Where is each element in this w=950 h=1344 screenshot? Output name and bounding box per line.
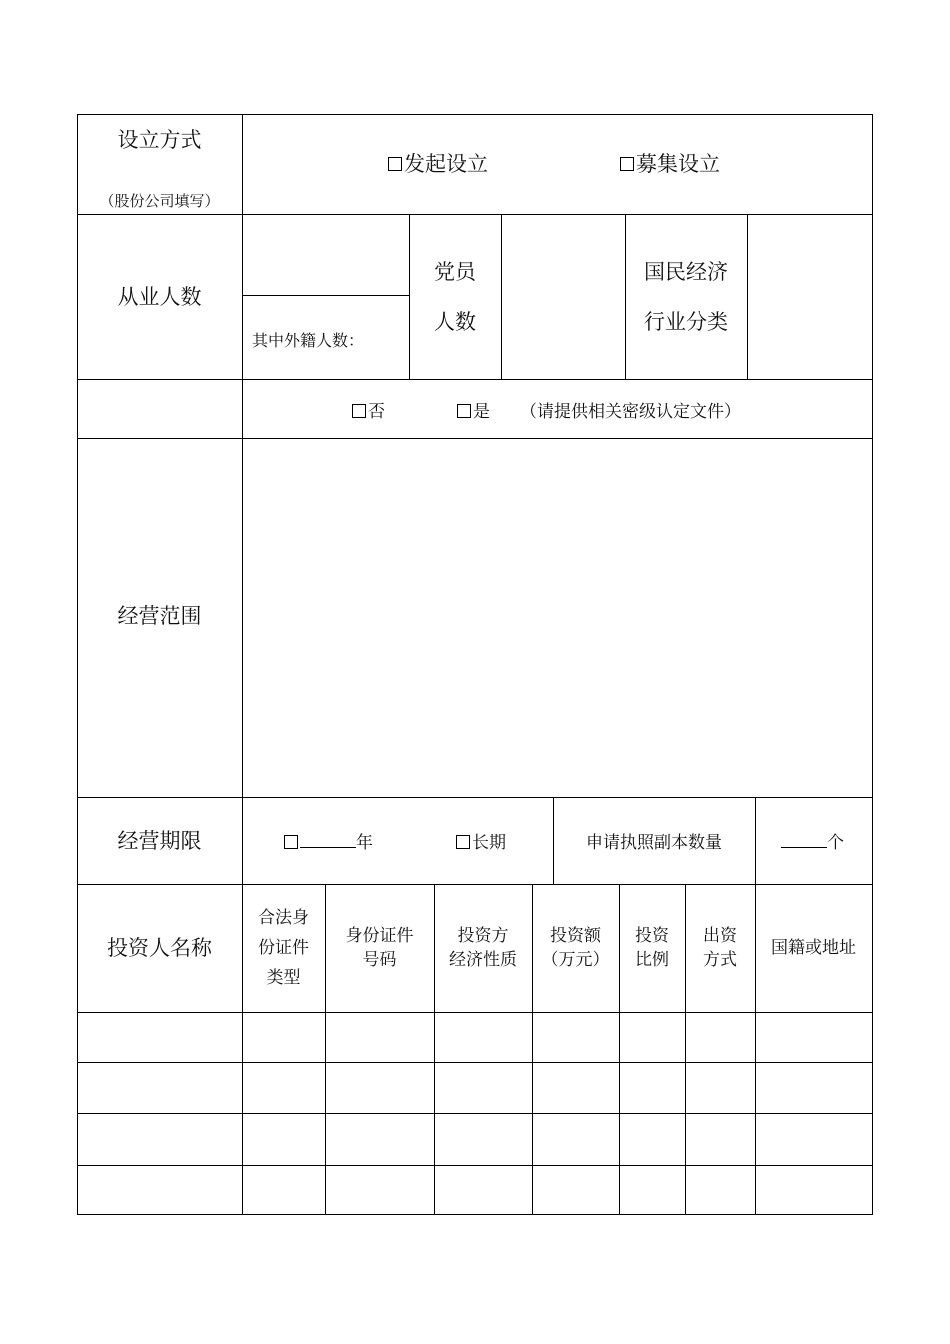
year-unit: 年 [356, 833, 373, 853]
staff-col-divider-4 [747, 214, 748, 380]
copies-count[interactable] [781, 828, 844, 853]
investor-name-header: 投资人名称 [107, 936, 212, 960]
id-type-header: 合法身 份证件 类型 [258, 908, 309, 988]
row-divider-3 [77, 438, 873, 439]
staff-subdivider [242, 295, 409, 296]
term-years-blank[interactable] [300, 833, 356, 848]
secret-no-label: 否 [368, 402, 385, 422]
term-long[interactable] [456, 828, 506, 853]
option-secret-no[interactable] [352, 397, 385, 422]
investor-row[interactable] [78, 1063, 872, 1113]
industry-label-2: 行业分类 [644, 310, 728, 334]
term-col-divider-2 [755, 797, 756, 885]
table-border-right [872, 114, 873, 1215]
investment-amount-header: 投资额 （万元） [541, 926, 610, 970]
table-border-bottom [77, 1214, 873, 1215]
secret-yes-checkbox[interactable] [457, 404, 471, 418]
secret-no-checkbox[interactable] [352, 404, 366, 418]
offering-checkbox[interactable] [620, 157, 634, 171]
option-offering[interactable] [620, 148, 720, 178]
establishment-label: 设立方式 [117, 128, 202, 152]
term-label: 经营期限 [117, 829, 202, 853]
secret-yes-label: 是 [473, 402, 490, 422]
copies-unit: 个 [827, 833, 844, 853]
row-divider-4 [77, 797, 873, 798]
scope-value-field[interactable] [248, 445, 866, 790]
term-long-label: 长期 [472, 833, 506, 853]
option-secret-yes[interactable] [457, 397, 490, 422]
contribution-method-header: 出资 方式 [703, 926, 737, 970]
promoter-checkbox[interactable] [388, 157, 402, 171]
investment-ratio-header: 投资 比例 [635, 926, 669, 970]
table-border-top [77, 114, 873, 115]
scope-label: 经营范围 [117, 604, 202, 628]
offering-label: 募集设立 [636, 152, 720, 176]
row-divider-2 [77, 379, 873, 380]
promoter-label: 发起设立 [404, 152, 488, 176]
copies-blank[interactable] [781, 833, 827, 848]
term-years[interactable] [284, 828, 373, 853]
investor-row[interactable] [78, 1013, 872, 1062]
investor-nature-header: 投资方 经济性质 [449, 926, 517, 970]
staff-col-divider-1 [409, 214, 410, 380]
staff-col-divider-2 [501, 214, 502, 380]
establishment-note: （股份公司填写） [99, 192, 220, 210]
term-years-checkbox[interactable] [284, 835, 298, 849]
staff-col-divider-3 [625, 214, 626, 380]
nationality-address-header: 国籍或地址 [771, 938, 856, 958]
option-promoter[interactable] [388, 148, 488, 178]
row-divider-1 [77, 214, 873, 215]
industry-label-1: 国民经济 [644, 260, 728, 284]
foreign-staff-label: 其中外籍人数： [252, 331, 365, 350]
copies-label: 申请执照副本数量 [586, 833, 722, 853]
party-members-label-2: 人数 [434, 310, 476, 334]
secret-note: （请提供相关密级认定文件） [520, 402, 741, 422]
term-long-checkbox[interactable] [456, 835, 470, 849]
investor-row[interactable] [78, 1166, 872, 1214]
party-members-label-1: 党员 [434, 260, 476, 284]
id-number-header: 身份证件 号码 [345, 926, 414, 970]
staff-label: 从业人数 [117, 285, 202, 309]
investor-row[interactable] [78, 1114, 872, 1165]
